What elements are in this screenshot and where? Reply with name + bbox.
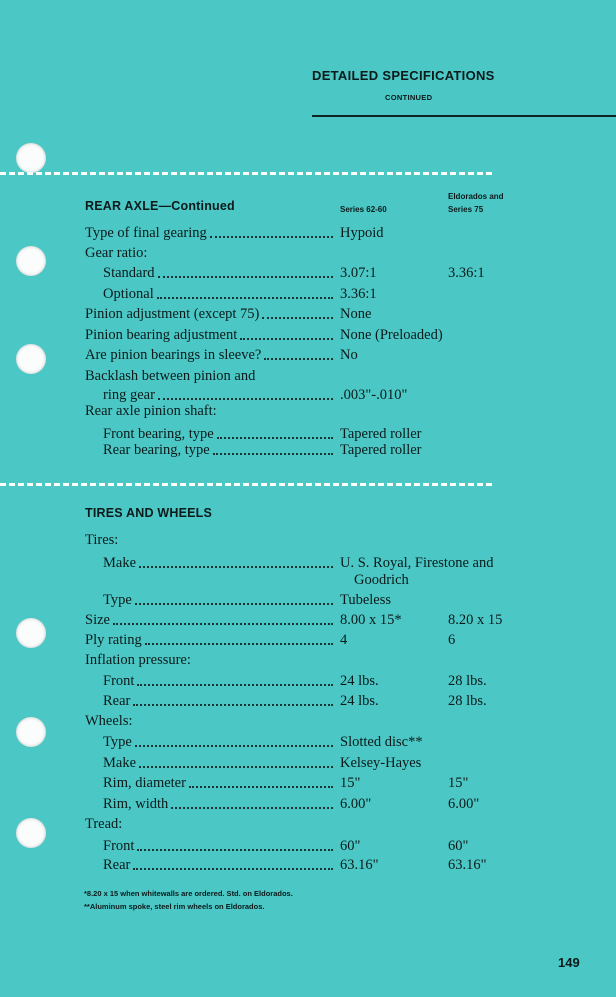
tires-spec-value-series-62-60: Slotted disc**: [340, 734, 423, 750]
rear-axle-spec-leader-dots: [217, 437, 333, 439]
rear-axle-spec-value-series-62-60: Hypoid: [340, 225, 384, 241]
rear-axle-spec-leader-dots: [210, 236, 333, 238]
tires-spec-row: [85, 734, 616, 751]
tires-spec-label: Size: [85, 612, 110, 628]
tires-spec-leader-dots: [139, 566, 333, 568]
rear-axle-spec-value-series-62-60: Tapered roller: [340, 426, 422, 442]
rear-axle-spec-label: Front bearing, type: [103, 426, 214, 442]
rear-axle-spec-row: [85, 368, 616, 385]
rear-axle-spec-value-series-62-60: .003"-.010": [340, 387, 408, 403]
tires-spec-value-series-62-60: 24 lbs.: [340, 673, 379, 689]
tires-spec-value-eldorados-75: 28 lbs.: [448, 673, 487, 689]
tires-spec-value-series-62-60: Tubeless: [340, 592, 392, 608]
tires-spec-leader-dots: [113, 623, 333, 625]
tires-spec-row: [85, 592, 616, 609]
rear-axle-spec-row: [85, 347, 616, 364]
rear-axle-spec-value-series-62-60: No: [340, 347, 358, 363]
section-title-rear-axle: REAR AXLE—Continued: [85, 199, 235, 213]
tires-spec-label: Rim, diameter: [103, 775, 186, 791]
tires-spec-leader-dots: [135, 603, 333, 605]
punch-hole-5: [16, 717, 46, 747]
column-header-series-62-60: Series 62-60: [340, 205, 387, 214]
page-subtitle: CONTINUED: [385, 93, 433, 102]
tires-spec-value-eldorados-75: 6.00": [448, 796, 480, 812]
punch-hole-4: [16, 618, 46, 648]
tires-spec-value-eldorados-75: 15": [448, 775, 469, 791]
tires-spec-value-series-62-60: 24 lbs.: [340, 693, 379, 709]
rear-axle-spec-leader-dots: [264, 358, 333, 360]
tires-spec-leader-dots: [139, 766, 333, 768]
tires-spec-leader-dots: [133, 868, 333, 870]
rear-axle-spec-label: Standard: [103, 265, 155, 281]
tires-spec-label: Rear: [103, 857, 131, 873]
rear-axle-spec-leader-dots: [262, 317, 333, 319]
tires-spec-leader-dots: [133, 704, 333, 706]
rear-axle-spec-leader-dots: [158, 398, 333, 400]
tires-spec-row: [85, 532, 616, 549]
rear-axle-spec-label: Are pinion bearings in sleeve?: [85, 347, 262, 363]
tires-spec-row: [85, 857, 616, 874]
tires-spec-label: Front: [103, 838, 135, 854]
tires-spec-value-eldorados-75: 28 lbs.: [448, 693, 487, 709]
rear-axle-spec-label: Optional: [103, 286, 154, 302]
rear-axle-spec-row: [85, 426, 616, 443]
tires-spec-leader-dots: [137, 684, 333, 686]
rear-axle-spec-row: [85, 245, 616, 262]
tires-spec-label: Type: [103, 592, 132, 608]
tires-spec-row: [85, 693, 616, 710]
rear-axle-spec-row: [85, 403, 616, 420]
tires-spec-label: Rear: [103, 693, 131, 709]
tires-spec-row: [85, 555, 616, 572]
tires-spec-leader-dots: [137, 849, 333, 851]
tires-spec-row: [85, 838, 616, 855]
tires-spec-row: [85, 713, 616, 730]
tires-spec-leader-dots: [189, 786, 333, 788]
tires-spec-row: [85, 632, 616, 649]
rear-axle-spec-row: [85, 306, 616, 323]
rear-axle-spec-row: [85, 327, 616, 344]
tires-spec-value-series-62-60: 60": [340, 838, 361, 854]
tires-spec-value-series-62-60: 6.00": [340, 796, 372, 812]
tires-spec-leader-dots: [171, 807, 333, 809]
punch-hole-6: [16, 818, 46, 848]
punch-hole-1: [16, 143, 46, 173]
tires-spec-row: [85, 755, 616, 772]
rear-axle-spec-label: Gear ratio:: [85, 245, 148, 261]
rear-axle-spec-row: [85, 387, 616, 404]
rear-axle-spec-value-eldorados-75: 3.36:1: [448, 265, 485, 281]
tires-spec-label: Type: [103, 734, 132, 750]
tires-spec-label: Tires:: [85, 532, 119, 548]
tires-spec-row: [85, 652, 616, 669]
tires-spec-row: [85, 612, 616, 629]
rear-axle-spec-value-series-62-60: None: [340, 306, 372, 322]
tires-spec-value-eldorados-75: 8.20 x 15: [448, 612, 503, 628]
tires-spec-label: Rim, width: [103, 796, 169, 812]
rear-axle-spec-row: [85, 265, 616, 282]
tires-spec-label: Wheels:: [85, 713, 133, 729]
tires-spec-value-eldorados-75: 60": [448, 838, 469, 854]
column-header-eldorados-line1: Eldorados and: [448, 192, 504, 201]
tires-spec-value-series-62-60: Kelsey-Hayes: [340, 755, 422, 771]
rear-axle-spec-value-series-62-60: None (Preloaded): [340, 327, 443, 343]
rear-axle-spec-leader-dots: [158, 276, 333, 278]
rear-axle-spec-label: ring gear: [103, 387, 155, 403]
tires-spec-value-series-62-60: 4: [340, 632, 348, 648]
section-title-tires: TIRES AND WHEELS: [85, 506, 213, 520]
punch-hole-2: [16, 246, 46, 276]
tires-spec-row: [85, 796, 616, 813]
tires-spec-value-eldorados-75: 63.16": [448, 857, 487, 873]
tires-spec-label: Make: [103, 555, 137, 571]
tires-spec-label: Inflation pressure:: [85, 652, 191, 668]
tires-spec-value-series-62-60: 8.00 x 15*: [340, 612, 402, 628]
column-header-eldorados-line2: Series 75: [448, 205, 484, 214]
tires-spec-row: [85, 572, 616, 589]
rear-axle-spec-label: Backlash between pinion and: [85, 368, 256, 384]
section-divider-rear-axle: [0, 172, 492, 175]
section-divider-tires: [0, 483, 492, 486]
tires-spec-value-eldorados-75: 6: [448, 632, 456, 648]
tires-spec-leader-dots: [135, 745, 333, 747]
tires-spec-value-series-62-60: U. S. Royal, Firestone and: [340, 555, 494, 571]
rear-axle-spec-label: Rear bearing, type: [103, 442, 210, 458]
tires-spec-value-series-62-60: 15": [340, 775, 361, 791]
page-title: DETAILED SPECIFICATIONS: [312, 68, 495, 83]
rear-axle-spec-leader-dots: [240, 338, 333, 340]
rear-axle-spec-row: [85, 442, 616, 459]
tires-spec-label: Tread:: [85, 816, 123, 832]
tires-spec-leader-dots: [145, 643, 333, 645]
rear-axle-spec-value-series-62-60: 3.07:1: [340, 265, 377, 281]
tires-spec-row: [85, 673, 616, 690]
rear-axle-spec-label: Rear axle pinion shaft:: [85, 403, 217, 419]
tires-spec-value-series-62-60: Goodrich: [354, 572, 409, 588]
tires-spec-value-series-62-60: 63.16": [340, 857, 379, 873]
rear-axle-spec-leader-dots: [213, 453, 333, 455]
tires-spec-label: Ply rating: [85, 632, 142, 648]
rear-axle-spec-label: Type of final gearing: [85, 225, 207, 241]
tires-spec-label: Make: [103, 755, 137, 771]
tires-spec-row: [85, 775, 616, 792]
tires-spec-row: [85, 816, 616, 833]
page-number: 149: [558, 955, 580, 970]
rear-axle-spec-leader-dots: [157, 297, 333, 299]
tires-spec-label: Front: [103, 673, 135, 689]
rear-axle-spec-row: [85, 286, 616, 303]
punch-hole-3: [16, 344, 46, 374]
footnote-2: **Aluminum spoke, steel rim wheels on Eldorados.: [84, 902, 265, 911]
header-rule: [312, 115, 616, 117]
rear-axle-spec-value-series-62-60: Tapered roller: [340, 442, 422, 458]
rear-axle-spec-value-series-62-60: 3.36:1: [340, 286, 377, 302]
rear-axle-spec-label: Pinion adjustment (except 75): [85, 306, 260, 322]
rear-axle-spec-row: [85, 225, 616, 242]
footnote-1: *8.20 x 15 when whitewalls are ordered. Std. on Eldorados.: [84, 889, 293, 898]
rear-axle-spec-label: Pinion bearing adjustment: [85, 327, 238, 343]
